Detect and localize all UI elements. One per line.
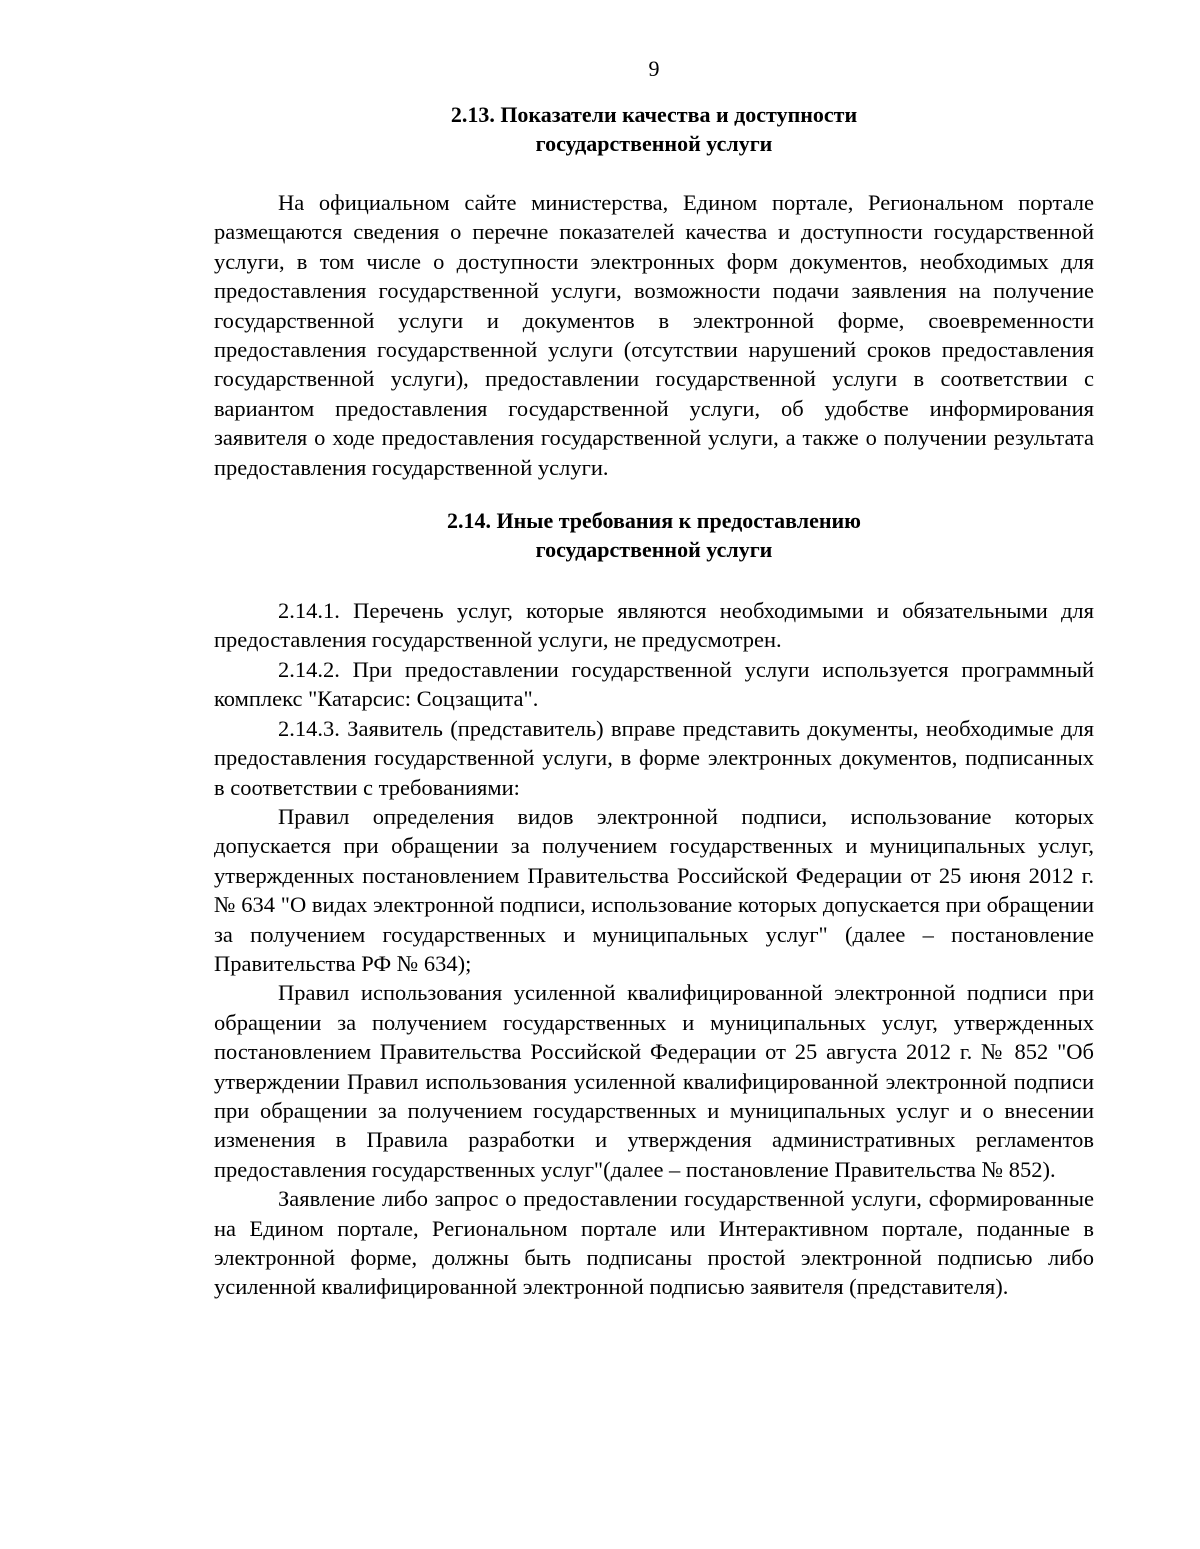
paragraph: Правил использования усиленной квалифицированной электронной подписи при обращении за получением государственных и муниципальных услуг, утвержденных постановлением Правительства Российской Федерации от 25 августа 2012 г. № 852 "Об утверждении Правил использования усиленной квалифицированной электронной подписи при обращении за получением государственных и муниципальных услуг и о внесении изменения в Правила разработки и утверждения административных регламентов предоставления государственных услуг"(далее – постановление Правительства № 852). [214, 980, 1094, 1182]
section-heading-2-14 [214, 506, 1094, 564]
paragraph: 2.14.1. Перечень услуг, которые являются необходимыми и обязательными для предоставления государственной услуги, не предусмотрен. [214, 598, 1094, 653]
paragraph: Правил определения видов электронной подписи, использование которых допускается при обращении за получением государственных и муниципальных услуг, утвержденных постановлением Правительства Российской Федерации от 25 июня 2012 г. № 634 "О видах электронной подписи, использование которых допускается при обращении за получением государственных и муниципальных услуг" (далее – постановление Правительства РФ № 634); [214, 803, 1094, 976]
paragraph: Заявление либо запрос о предоставлении государственной услуги, сформированные на Едином портале, Региональном портале или Интерактивном портале, поданные в электронной форме, должны быть подписаны простой электронной подписью либо усиленной квалифицированной электронной подписью заявителя (представителя). [214, 1186, 1094, 1300]
section-heading-2-13 [214, 100, 1094, 158]
paragraph: На официальном сайте министерства, Едином портале, Региональном портале размещаются сведения о перечне показателей качества и доступности государственной услуги, в том числе о доступности электронных форм документов, необходимых для предоставления государственной услуги, возможности подачи заявления на получение государственной услуги и документов в электронной форме, своевременности предоставления государственной услуги (отсутствии нарушений сроков предоставления государственной услуги), предоставлении государственной услуги в соответствии с вариантом предоставления государственной услуги, об удобстве информирования заявителя о ходе предоставления государственной услуги, а также о получении результата предоставления государственной услуги. [214, 190, 1094, 480]
page-number: 9 [648, 56, 660, 81]
paragraph: 2.14.3. Заявитель (представитель) вправе представить документы, необходимые для предоставления государственной услуги, в форме электронных документов, подписанных в соответствии с требованиями: [214, 715, 1094, 800]
paragraph: 2.14.2. При предоставлении государственной услуги используется программный комплекс "Катарсис: Соцзащита". [214, 656, 1094, 712]
heading-line: государственной услуги [535, 537, 773, 563]
heading-line: 2.14. Иные требования к предоставлению [447, 508, 861, 534]
heading-line: 2.13. Показатели качества и доступности [450, 102, 858, 127]
heading-line: государственной услуги [535, 131, 773, 156]
